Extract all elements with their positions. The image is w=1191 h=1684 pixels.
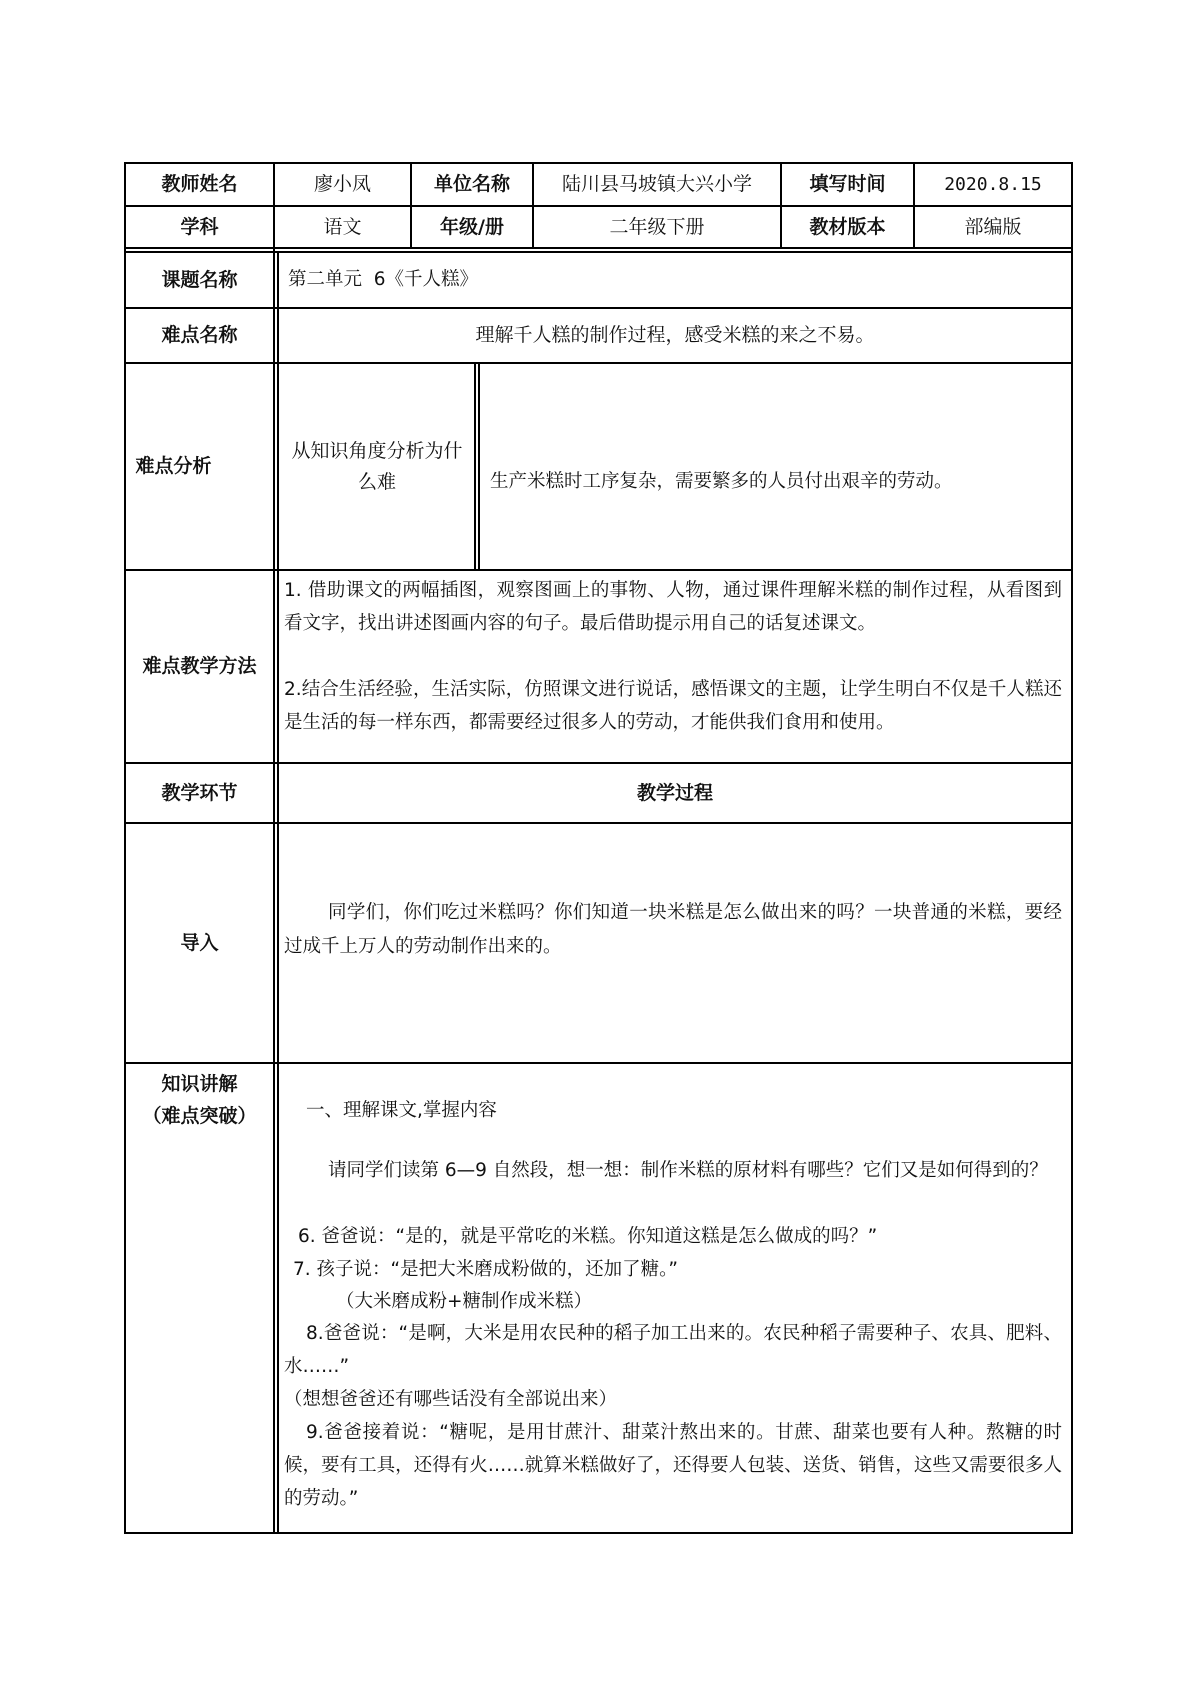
intro-text: 同学们，你们吃过米糕吗？你们知道一块米糕是怎么做出来的吗？一块普通的米糕，要经过成千上万人的劳动制作出来的。 xyxy=(284,902,1062,957)
table-rule xyxy=(124,1062,1073,1064)
unit-name-label: 单位名称 xyxy=(433,173,510,196)
analysis-label: 难点分析 xyxy=(135,455,212,478)
grade-label: 年级/册 xyxy=(440,215,504,238)
method-item-2: 2.结合生活经验，生活实际，仿照课文进行说话，感悟课文的主题，让学生明白不仅是千人糕还是生活的每一样东西，都需要经过很多人的劳动，才能供我们食用和使用。 xyxy=(284,679,1062,733)
analysis-sub-label: 从知识角度分析为什么难 xyxy=(291,439,463,493)
table-rule xyxy=(277,251,279,1534)
difficulty-value: 理解千人糕的制作过程，感受米糕的来之不易。 xyxy=(475,324,875,347)
intro-label: 导入 xyxy=(180,931,219,954)
unit-name-value: 陆川县马坡镇大兴小学 xyxy=(561,173,752,196)
fill-date-value: 2020.8.15 xyxy=(944,173,1042,195)
subject-value: 语文 xyxy=(323,215,362,238)
teacher-name-value: 廖小凤 xyxy=(313,173,371,196)
fill-date-label: 填写时间 xyxy=(809,173,886,196)
table-rule xyxy=(478,362,480,571)
topic-value: 第二单元 6《千人糕》 xyxy=(288,269,479,290)
knowledge-p7: 7. 孩子说：“是把大米磨成粉做的，还加了糖。” xyxy=(293,1259,678,1280)
edition-label: 教材版本 xyxy=(809,215,886,238)
knowledge-p8: 8.爸爸说：“是啊，大米是用农民种的稻子加工出来的。农民种稻子需要种子、农具、肥料、水……” xyxy=(284,1323,1062,1377)
knowledge-p7-note: （大米磨成粉+糖制作成米糕） xyxy=(336,1291,593,1312)
stage-header: 教学环节 xyxy=(161,781,238,804)
table-rule xyxy=(124,362,1073,364)
teacher-name-label: 教师姓名 xyxy=(161,173,238,196)
process-header: 教学过程 xyxy=(636,781,713,804)
topic-label: 课题名称 xyxy=(161,268,238,291)
knowledge-label-line2: （难点突破） xyxy=(142,1105,257,1127)
knowledge-question: 请同学们读第 6—9 自然段，想一想：制作米糕的原材料有哪些？它们又是如何得到的？ xyxy=(328,1160,1048,1181)
table-rule xyxy=(124,247,1073,249)
knowledge-heading: 一、理解课文,掌握内容 xyxy=(306,1100,497,1121)
grade-value: 二年级下册 xyxy=(609,215,705,238)
method-label: 难点教学方法 xyxy=(142,655,257,678)
difficulty-label: 难点名称 xyxy=(161,324,238,347)
knowledge-p8-note: （想想爸爸还有哪些话没有全部说出来） xyxy=(284,1389,618,1410)
table-rule xyxy=(124,1532,1073,1534)
table-rule xyxy=(1071,162,1073,1534)
knowledge-p6: 6. 爸爸说：“是的，就是平常吃的米糕。你知道这糕是怎么做成的吗？” xyxy=(298,1226,878,1247)
knowledge-p9: 9.爸爸接着说：“糖呢，是用甘蔗汁、甜菜汁熬出来的。甘蔗、甜菜也要有人种。熬糖的时候，要有工具，还得有火……就算米糕做好了，还得要人包装、送货、销售，这些又需要很多人的劳动。” xyxy=(284,1422,1062,1509)
knowledge-label xyxy=(126,1068,273,1132)
table-rule xyxy=(273,162,275,1534)
analysis-value: 生产米糕时工序复杂，需要繁多的人员付出艰辛的劳动。 xyxy=(490,471,953,492)
subject-label: 学科 xyxy=(180,215,219,238)
table-rule xyxy=(474,362,476,571)
edition-value: 部编版 xyxy=(964,215,1022,238)
method-item-1: 1. 借助课文的两幅插图，观察图画上的事物、人物，通过课件理解米糕的制作过程，从看图到看文字，找出讲述图画内容的句子。最后借助提示用自己的话复述课文。 xyxy=(284,580,1062,634)
knowledge-label-line1: 知识讲解 xyxy=(161,1073,238,1095)
